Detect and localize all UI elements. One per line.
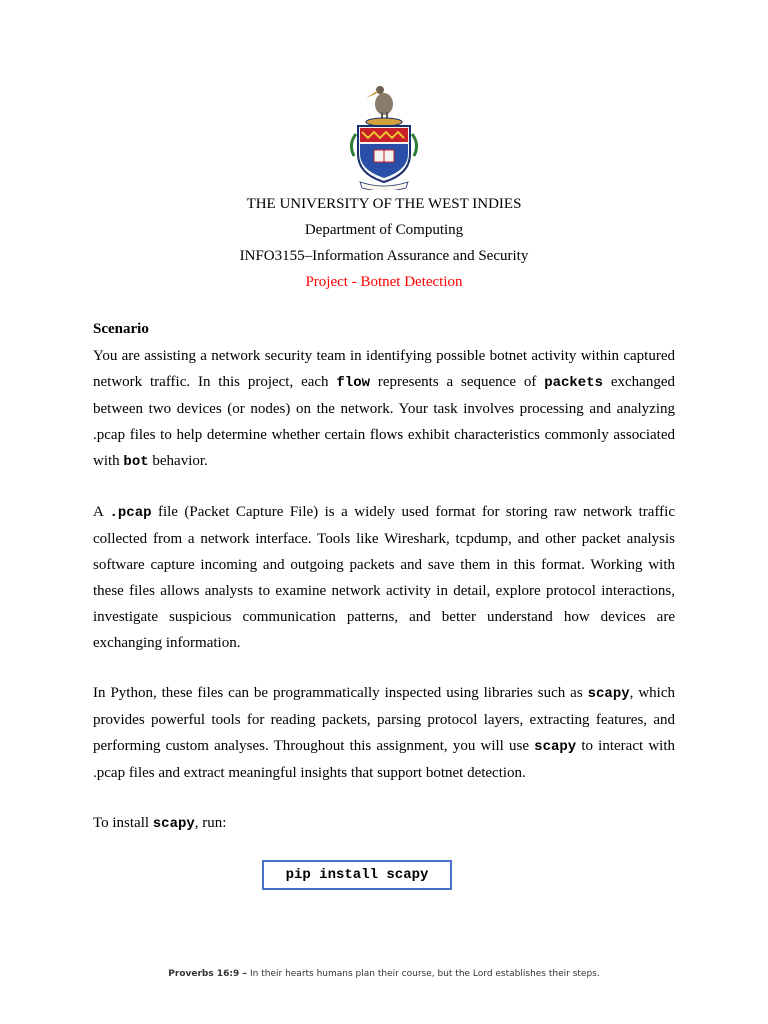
course-title: INFO3155–Information Assurance and Security xyxy=(239,248,529,264)
paragraph-4 xyxy=(93,810,675,837)
paragraph-2 xyxy=(93,499,675,656)
code-flow: flow xyxy=(336,375,371,391)
paragraph-1 xyxy=(93,343,675,475)
p3-text-a: In Python, these files can be programmatically inspected using libraries such as xyxy=(93,685,588,701)
code-scapy-1: scapy xyxy=(587,686,630,702)
code-pcap: .pcap xyxy=(109,505,152,521)
p4-text-a: To install xyxy=(93,815,153,831)
code-scapy-3: scapy xyxy=(152,816,195,832)
department-name: Department of Computing xyxy=(304,222,464,238)
code-scapy-2: scapy xyxy=(534,739,577,755)
paragraph-3 xyxy=(93,680,675,786)
code-packets: packets xyxy=(544,375,603,391)
p1-text-d: behavior. xyxy=(148,453,208,469)
footer-dash: – xyxy=(239,969,251,979)
p1-text-a: You are assisting a network security team in identifying possible botnet activity within captured network traffic. In this project, each xyxy=(93,348,675,390)
p2-text-a: A xyxy=(93,504,110,520)
pelican-icon xyxy=(366,86,393,120)
footer-reference: Proverbs 16:9 xyxy=(168,969,240,979)
p4-text-b: , run: xyxy=(194,815,227,831)
footer-text: In their hearts humans plan their course, but the Lord establishes their steps. xyxy=(250,969,600,979)
p2-text-b: file (Packet Capture File) is a widely used format for storing raw network traffic collected from a network interface. Tools like Wireshark, tcpdump, and other packet analysis software capture incoming and outgoing packets and save them in this format. Working with these files allows analysts to examine network activity in detail, explore protocol interactions, investigate suspicious communication patterns, and better understand how devices are exchanging information. xyxy=(93,504,675,651)
university-crest-logo xyxy=(344,82,424,190)
scenario-heading: Scenario xyxy=(93,321,149,337)
university-name: THE UNIVERSITY OF THE WEST INDIES xyxy=(246,196,522,212)
footer-quote xyxy=(0,969,768,979)
install-command-box xyxy=(262,860,452,890)
p3-text-b: , which provides powerful tools for reading packets, parsing protocol layers, extracting features, and performing custom analyses. Throughout this assignment, you will use xyxy=(93,685,675,754)
project-title: Project - Botnet Detection xyxy=(305,274,463,290)
p1-text-b: represents a sequence of xyxy=(370,374,545,390)
p1-text-c: exchanged between two devices (or nodes) on the network. Your task involves processing and analyzing .pcap files to help determine whether certain flows exhibit characteristics commonly associated with xyxy=(93,374,675,469)
code-bot: bot xyxy=(123,454,149,470)
p3-text-c: to interact with .pcap files and extract meaningful insights that support botnet detection. xyxy=(93,738,675,781)
install-command: pip install scapy xyxy=(285,867,429,883)
